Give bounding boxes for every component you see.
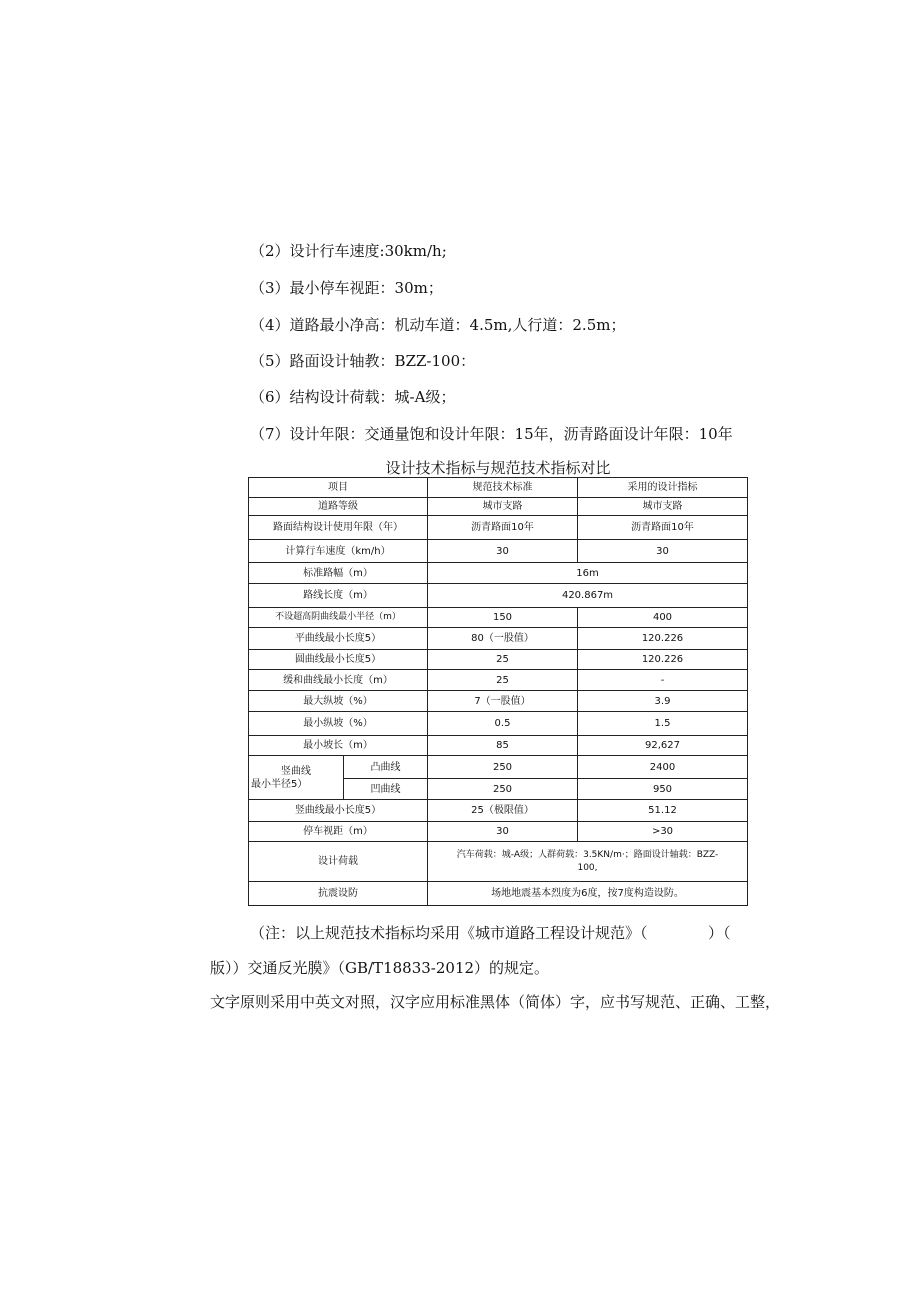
- vertical-curve-label-line2: 最小半径5）: [251, 778, 308, 790]
- cell-design: 51.12: [578, 800, 748, 822]
- cell-standard: 250: [428, 779, 578, 800]
- cell-merged-value: 420.867m: [428, 584, 748, 608]
- cell-standard: 25: [428, 650, 578, 670]
- cell-design: 城市支路: [578, 498, 748, 516]
- table-row: [249, 670, 748, 691]
- header-item: 项目: [249, 478, 428, 498]
- cell-load-value: [428, 842, 748, 882]
- paragraph-structural-load: （6）结构设计荷载：城-A级；: [250, 388, 456, 406]
- cell-item: 计算行车速度（km/h）: [249, 540, 428, 563]
- cell-item: 不设超高阴曲线最小半径（m）: [249, 608, 428, 628]
- table-row: [249, 563, 748, 584]
- cell-design: 2400: [578, 756, 748, 779]
- cell-item: 最小坡长（m）: [249, 736, 428, 756]
- paragraph-design-life: （7）设计年限：交通量饱和设计年限：15年，沥青路面设计年限：10年: [250, 425, 733, 443]
- table-row: [249, 691, 748, 712]
- cell-standard: 7（一股值）: [428, 691, 578, 712]
- table-row: [249, 498, 748, 516]
- note-line2: 版））交通反光膜》（GB/T18833-2012）的规定。: [210, 959, 550, 977]
- load-value-line2: 100,: [577, 862, 598, 873]
- cell-merged-value: 16m: [428, 563, 748, 584]
- footer-paragraph: 文字原则采用中英文对照，汉字应用标准黑体（简体）字，应书写规范、正确、工整，: [210, 993, 781, 1011]
- cell-item: 路面结构设计使用年限（年）: [249, 516, 428, 540]
- table-caption: 设计技术指标与规范技术指标对比: [385, 459, 611, 477]
- cell-design: 950: [578, 779, 748, 800]
- paragraph-axle-load: （5）路面设计轴教：BZZ-100：: [250, 352, 476, 370]
- table-row: [249, 584, 748, 608]
- header-design: 采用的设计指标: [578, 478, 748, 498]
- cell-standard: 沥青路面10年: [428, 516, 578, 540]
- cell-item: 缓和曲线最小长度（m）: [249, 670, 428, 691]
- cell-design: 3.9: [578, 691, 748, 712]
- cell-design: >30: [578, 822, 748, 842]
- note-line1-a: （注：以上规范技术指标均采用《城市道路工程设计规范》（: [250, 924, 648, 942]
- table-row: [249, 540, 748, 563]
- note-line1-b: ）（: [708, 924, 731, 942]
- paragraph-speed: （2）设计行车速度:30km/h;: [250, 242, 447, 260]
- spec-comparison-table: [248, 477, 748, 906]
- cell-item: 设计荷载: [249, 842, 428, 882]
- cell-design: 1.5: [578, 712, 748, 736]
- cell-item: 最小纵坡（%）: [249, 712, 428, 736]
- header-standard: 规范技术标准: [428, 478, 578, 498]
- table-row: [249, 822, 748, 842]
- cell-seismic-value: 场地地震基本烈度为6度，按7度构造设防。: [428, 882, 748, 906]
- cell-standard: 城市支路: [428, 498, 578, 516]
- cell-standard: 25: [428, 670, 578, 691]
- cell-design: 30: [578, 540, 748, 563]
- cell-item: 平曲线最小长度5）: [249, 628, 428, 650]
- paragraph-sight-distance: （3）最小停车视距：30m；: [250, 279, 443, 297]
- table-row-load: [249, 842, 748, 882]
- cell-design: 400: [578, 608, 748, 628]
- cell-design: 沥青路面10年: [578, 516, 748, 540]
- cell-item: 最大纵坡（%）: [249, 691, 428, 712]
- cell-standard: 25（极限值）: [428, 800, 578, 822]
- cell-item: 圆曲线最小长度5）: [249, 650, 428, 670]
- table-row: [249, 736, 748, 756]
- table-row-seismic: [249, 882, 748, 906]
- table-row: [249, 516, 748, 540]
- cell-item: 竖曲线最小长度5）: [249, 800, 428, 822]
- cell-standard: 250: [428, 756, 578, 779]
- cell-standard: 0.5: [428, 712, 578, 736]
- cell-item: 路线长度（m）: [249, 584, 428, 608]
- table-header-row: [249, 478, 748, 498]
- cell-subitem: 凹曲线: [344, 779, 428, 800]
- table-row: [249, 650, 748, 670]
- table-row: [249, 800, 748, 822]
- cell-design: 120.226: [578, 628, 748, 650]
- table-row: [249, 712, 748, 736]
- cell-standard: 30: [428, 822, 578, 842]
- vertical-curve-label-line1: 竖曲线: [281, 765, 311, 777]
- cell-standard: 80（一股值）: [428, 628, 578, 650]
- cell-design: 120.226: [578, 650, 748, 670]
- table-row: [249, 628, 748, 650]
- cell-item: 停车视距（m）: [249, 822, 428, 842]
- cell-design: -: [578, 670, 748, 691]
- table-row-vertical-convex: [249, 756, 748, 779]
- cell-standard: 150: [428, 608, 578, 628]
- paragraph-clearance: （4）道路最小净高：机动车道：4.5m,人行道：2.5m；: [250, 316, 626, 334]
- cell-item: 道路等级: [249, 498, 428, 516]
- cell-design: 92,627: [578, 736, 748, 756]
- cell-standard: 30: [428, 540, 578, 563]
- table-row: [249, 608, 748, 628]
- cell-standard: 85: [428, 736, 578, 756]
- vertical-curve-label: [249, 756, 344, 800]
- cell-item: 抗震设防: [249, 882, 428, 906]
- load-value-line1: 汽车荷载：城-A级；人群荷载：3.5KN/m·；路面设计轴载：BZZ-: [456, 849, 719, 860]
- cell-item: 标准路幅（m）: [249, 563, 428, 584]
- cell-subitem: 凸曲线: [344, 756, 428, 779]
